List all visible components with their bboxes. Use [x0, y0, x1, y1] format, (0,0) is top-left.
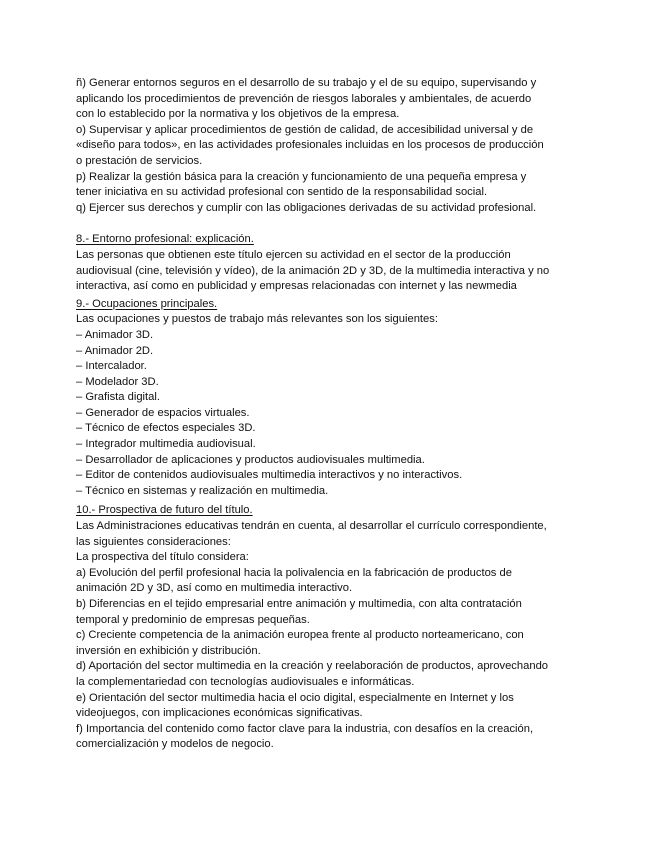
- occupation-item: – Animador 3D.: [76, 328, 154, 341]
- objective-line: q) Ejercer sus derechos y cumplir con las obligaciones derivadas de su actividad profesional.: [76, 201, 537, 214]
- section-9: [76, 297, 586, 500]
- section-8: [76, 232, 586, 294]
- paragraph-line: las siguientes consideraciones:: [76, 535, 231, 548]
- objectives-continued: [76, 76, 586, 216]
- paragraph-line: animación 2D y 3D, así como en multimedia interactivo.: [76, 582, 353, 595]
- objective-line: aplicando los procedimientos de prevención de riesgos laborales y ambientales, de acuerdo: [76, 92, 532, 105]
- objective-line: «diseño para todos», en las actividades profesionales incluidas en los procesos de producción: [76, 139, 544, 152]
- objective-line: p) Realizar la gestión básica para la creación y funcionamiento de una pequeña empresa y: [76, 170, 527, 183]
- section-8-heading: 8.- Entorno profesional: explicación.: [76, 233, 254, 246]
- occupation-item: – Generador de espacios virtuales.: [76, 406, 250, 419]
- occupation-item: – Modelador 3D.: [76, 375, 159, 388]
- occupation-item: – Técnico de efectos especiales 3D.: [76, 422, 256, 435]
- occupation-item: – Desarrollador de aplicaciones y productos audiovisuales multimedia.: [76, 453, 425, 466]
- paragraph-line: d) Aportación del sector multimedia en la creación y reelaboración de productos, aprovechando: [76, 660, 549, 673]
- section-10-heading: 10.- Prospectiva de futuro del título.: [76, 504, 253, 517]
- occupation-item: – Animador 2D.: [76, 344, 154, 357]
- section-9-heading: 9.- Ocupaciones principales.: [76, 297, 218, 310]
- document-page: [76, 76, 586, 753]
- section-10: [76, 503, 586, 753]
- paragraph-line: b) Diferencias en el tejido empresarial entre animación y multimedia, con alta contratación: [76, 598, 522, 610]
- paragraph-line: c) Creciente competencia de la animación europea frente al producto norteamericano, con: [76, 629, 524, 642]
- paragraph-line: la complementariedad con tecnologías audiovisuales e informáticas.: [76, 675, 415, 688]
- paragraph-line: e) Orientación del sector multimedia hacia el ocio digital, especialmente en Internet y los: [76, 691, 514, 704]
- objective-line: tener iniciativa en su actividad profesional con sentido de la responsabilidad social.: [76, 186, 488, 199]
- paragraph-line: La prospectiva del título considera:: [76, 551, 249, 564]
- spacer: [76, 216, 586, 232]
- occupation-item: – Integrador multimedia audiovisual.: [76, 438, 256, 451]
- occupation-item: – Grafista digital.: [76, 391, 160, 404]
- objective-line: con lo establecido por la normativa y los objetivos de la empresa.: [76, 108, 400, 121]
- paragraph-line: a) Evolución del perfil profesional hacia la polivalencia en la fabricación de productos de: [76, 566, 512, 579]
- paragraph-line: Las Administraciones educativas tendrán en cuenta, al desarrollar el currículo correspondiente,: [76, 520, 547, 533]
- occupation-item: – Editor de contenidos audiovisuales multimedia interactivos y no interactivos.: [76, 469, 463, 482]
- objective-line: o) Supervisar y aplicar procedimientos de gestión de calidad, de accesibilidad universal y de: [76, 123, 534, 136]
- paragraph-line: comercialización y modelos de negocio.: [76, 738, 274, 751]
- paragraph-line: temporal y predominio de empresas pequeñas.: [76, 613, 310, 626]
- paragraph-line: interactiva, así como en publicidad y empresas relacionadas con internet y las newmedia: [76, 280, 517, 293]
- paragraph-line: Las personas que obtienen este título ejercen su actividad en el sector de la producción: [76, 248, 511, 261]
- paragraph-line: videojuegos, con implicaciones económicas significativas.: [76, 707, 363, 720]
- objective-line: ñ) Generar entornos seguros en el desarrollo de su trabajo y el de su equipo, supervisando y: [76, 77, 537, 89]
- paragraph-line: f) Importancia del contenido como factor clave para la industria, con desafíos en la creación,: [76, 722, 534, 735]
- occupation-item: – Técnico en sistemas y realización en multimedia.: [76, 484, 329, 497]
- occupation-item: – Intercalador.: [76, 360, 147, 373]
- section-9-intro: Las ocupaciones y puestos de trabajo más relevantes son los siguientes:: [76, 313, 438, 326]
- paragraph-line: audiovisual (cine, televisión y vídeo), de la animación 2D y 3D, de la multimedia interactiva y no: [76, 264, 550, 277]
- objective-line: o prestación de servicios.: [76, 154, 203, 167]
- paragraph-line: inversión en exhibición y distribución.: [76, 644, 261, 657]
